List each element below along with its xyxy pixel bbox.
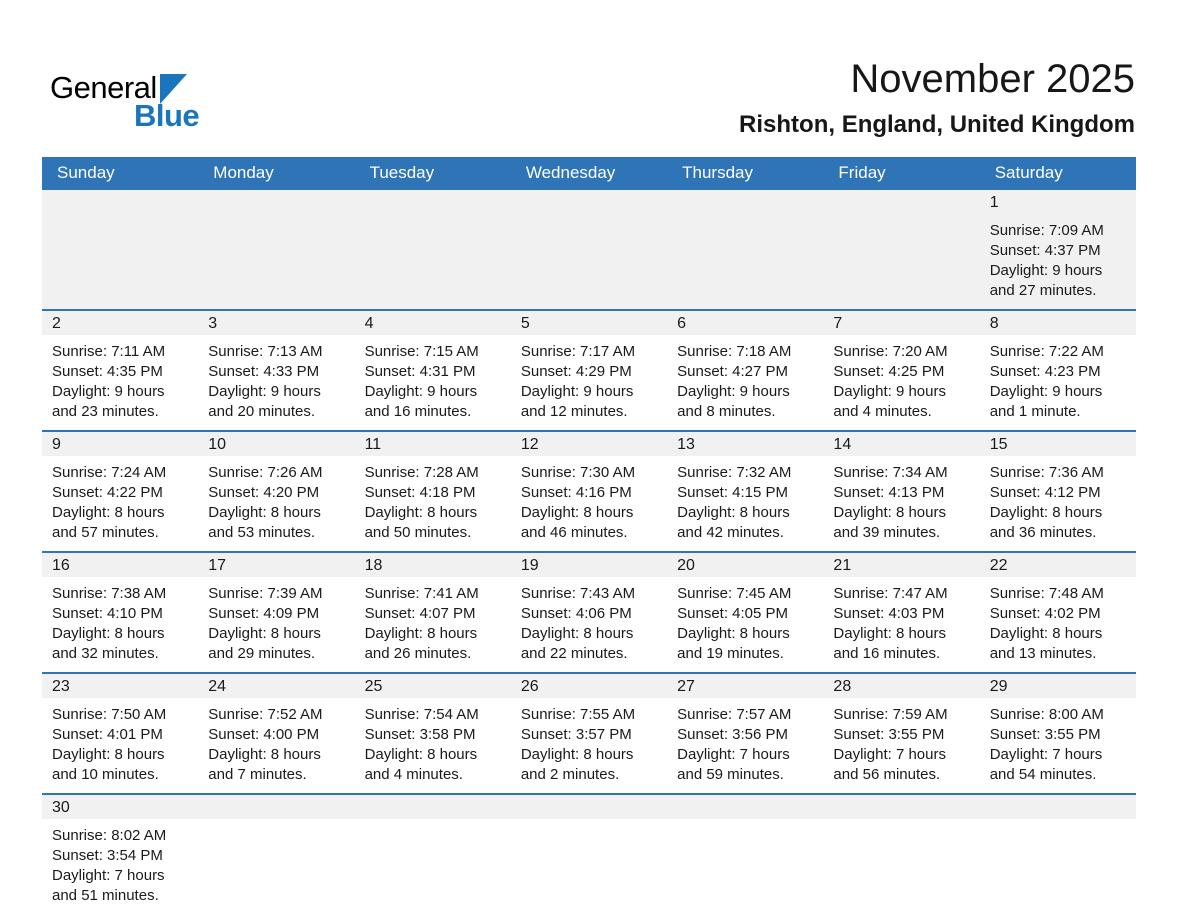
day-number-strip [667, 674, 823, 698]
day-detail-line: Daylight: 8 hours [833, 625, 946, 642]
day-detail-line: Sunset: 4:03 PM [833, 605, 945, 622]
day-detail-line: and 39 minutes. [833, 524, 941, 541]
day-detail-line: Sunset: 4:10 PM [52, 605, 163, 622]
day-number-strip [198, 432, 354, 456]
day-number: 2 [52, 315, 61, 332]
day-details [667, 456, 823, 551]
day-number: 23 [52, 678, 70, 695]
day-detail-line: Sunrise: 8:02 AM [52, 827, 167, 844]
day-detail-line: Sunset: 4:09 PM [208, 605, 320, 622]
day-details [667, 335, 823, 430]
day-details [511, 698, 667, 793]
day-number: 24 [208, 678, 227, 695]
day-number-strip [667, 190, 823, 214]
day-cell [980, 674, 1136, 793]
day-cell [511, 432, 667, 551]
day-details [355, 819, 511, 834]
day-detail-line: Sunrise: 7:18 AM [677, 343, 792, 360]
day-detail-line: Sunset: 4:22 PM [52, 484, 163, 501]
day-details [355, 214, 511, 229]
day-details [823, 214, 979, 229]
day-detail-line: and 46 minutes. [520, 524, 628, 541]
day-detail-line: Daylight: 8 hours [364, 625, 478, 642]
day-detail-line: Sunrise: 7:43 AM [520, 585, 636, 602]
day-number: 7 [833, 315, 843, 332]
day-number: 30 [52, 799, 70, 816]
week-row [42, 551, 1136, 672]
day-number-strip [42, 190, 198, 214]
day-cell [980, 553, 1136, 672]
day-details [198, 698, 354, 793]
day-details [823, 335, 979, 430]
day-number: 20 [677, 557, 695, 574]
day-detail-line: Sunset: 4:29 PM [520, 363, 632, 380]
day-cell [980, 190, 1136, 309]
day-number-strip [198, 795, 354, 819]
day-details [355, 335, 511, 430]
day-detail-line: and 19 minutes. [677, 645, 784, 662]
day-detail-line: Daylight: 7 hours [52, 867, 165, 884]
day-detail-line: and 10 minutes. [52, 766, 159, 783]
day-number-strip [980, 311, 1136, 335]
day-cell [355, 553, 511, 672]
day-cell [980, 311, 1136, 430]
day-detail-line: Daylight: 8 hours [520, 504, 634, 521]
day-number: 18 [364, 557, 383, 574]
day-number-strip [823, 311, 979, 335]
day-detail-line: Daylight: 8 hours [520, 746, 634, 763]
weekday-sunday: Sunday [57, 162, 115, 182]
empty-day-cell [198, 190, 354, 309]
day-number-strip [667, 432, 823, 456]
day-number-strip [355, 432, 511, 456]
day-detail-line: Sunrise: 7:45 AM [677, 585, 792, 602]
day-detail-line: Daylight: 8 hours [52, 504, 165, 521]
weekday-header-row [42, 157, 1136, 188]
day-number-strip [980, 190, 1136, 214]
weekday-saturday: Saturday [994, 162, 1063, 182]
day-cell [511, 311, 667, 430]
day-number-strip [511, 311, 667, 335]
week-row [42, 672, 1136, 793]
day-detail-line: and 59 minutes. [677, 766, 784, 783]
empty-day-cell [355, 190, 511, 309]
day-detail-line: Sunrise: 7:55 AM [520, 706, 636, 723]
day-number-strip [42, 795, 198, 819]
day-number: 1 [989, 194, 999, 211]
day-detail-line: Sunrise: 7:28 AM [364, 464, 479, 481]
day-detail-line: Sunrise: 7:41 AM [364, 585, 479, 602]
day-number-strip [42, 553, 198, 577]
day-number-strip [511, 553, 667, 577]
day-detail-line: Sunset: 3:54 PM [52, 847, 163, 864]
day-cell [355, 311, 511, 430]
day-number: 9 [52, 436, 61, 453]
day-cell [198, 553, 354, 672]
day-detail-line: Sunset: 4:23 PM [989, 363, 1101, 380]
day-number: 10 [208, 436, 227, 453]
day-detail-line: Sunrise: 7:13 AM [208, 343, 323, 360]
day-number-strip [823, 190, 979, 214]
weekday-thursday: Thursday [682, 162, 754, 182]
day-cell [980, 432, 1136, 551]
weekday-wednesday: Wednesday [525, 162, 616, 182]
day-detail-line: Sunrise: 7:38 AM [52, 585, 167, 602]
empty-day-cell [511, 190, 667, 309]
day-cell [823, 311, 979, 430]
day-details [355, 698, 511, 793]
day-detail-line: and 4 minutes. [364, 766, 463, 783]
day-detail-line: Sunset: 4:01 PM [52, 726, 163, 743]
day-detail-line: Daylight: 8 hours [52, 625, 165, 642]
day-number: 29 [989, 678, 1008, 695]
day-detail-line: Sunset: 4:31 PM [364, 363, 476, 380]
day-number: 4 [364, 315, 374, 332]
day-number-strip [511, 190, 667, 214]
day-detail-line: and 8 minutes. [677, 403, 776, 420]
day-details [980, 577, 1136, 672]
day-number-strip [42, 311, 198, 335]
day-detail-line: Sunset: 4:37 PM [989, 242, 1101, 259]
empty-day-cell [511, 795, 667, 914]
day-detail-line: Sunset: 4:27 PM [677, 363, 789, 380]
day-cell [823, 674, 979, 793]
day-number: 26 [520, 678, 539, 695]
day-number: 14 [833, 436, 852, 453]
day-number: 12 [520, 436, 539, 453]
week-row [42, 309, 1136, 430]
day-number-strip [198, 311, 354, 335]
empty-day-cell [667, 795, 823, 914]
day-detail-line: Sunset: 4:07 PM [364, 605, 476, 622]
day-detail-line: Sunset: 4:16 PM [520, 484, 632, 501]
day-cell [42, 432, 198, 551]
day-detail-line: Sunset: 4:05 PM [677, 605, 789, 622]
day-detail-line: Sunset: 4:13 PM [833, 484, 945, 501]
day-detail-line: Daylight: 8 hours [989, 504, 1103, 521]
empty-day-cell [355, 795, 511, 914]
day-detail-line: and 20 minutes. [208, 403, 316, 420]
day-details [667, 577, 823, 672]
day-detail-line: Sunset: 3:58 PM [364, 726, 476, 743]
day-number: 15 [989, 436, 1008, 453]
week-row [42, 793, 1136, 914]
day-detail-line: Sunset: 4:06 PM [520, 605, 632, 622]
day-number-strip [511, 432, 667, 456]
day-detail-line: Sunrise: 7:32 AM [677, 464, 792, 481]
empty-day-cell [980, 795, 1136, 914]
day-detail-line: Daylight: 8 hours [208, 625, 321, 642]
day-detail-line: Sunset: 4:00 PM [208, 726, 320, 743]
day-detail-line: Daylight: 9 hours [52, 383, 165, 400]
day-detail-line: Sunrise: 7:15 AM [364, 343, 479, 360]
day-cell [355, 674, 511, 793]
day-number-strip [667, 311, 823, 335]
day-number: 28 [833, 678, 852, 695]
day-number-strip [198, 553, 354, 577]
day-number: 11 [364, 436, 382, 453]
day-number-strip [198, 674, 354, 698]
day-number-strip [355, 795, 511, 819]
day-detail-line: Daylight: 8 hours [52, 746, 165, 763]
day-details [198, 819, 354, 834]
day-detail-line: and 13 minutes. [989, 645, 1097, 662]
day-details [823, 577, 979, 672]
day-details [980, 214, 1136, 309]
day-detail-line: and 54 minutes. [989, 766, 1097, 783]
day-details [511, 456, 667, 551]
day-detail-line: and 26 minutes. [364, 645, 472, 662]
day-cell [511, 674, 667, 793]
day-detail-line: and 53 minutes. [208, 524, 316, 541]
day-cell [198, 311, 354, 430]
day-number: 27 [677, 678, 695, 695]
logo-text-general: General [50, 70, 157, 105]
day-cell [667, 553, 823, 672]
day-detail-line: Daylight: 9 hours [208, 383, 321, 400]
day-detail-line: Sunset: 4:18 PM [364, 484, 476, 501]
empty-day-cell [667, 190, 823, 309]
day-number-strip [823, 432, 979, 456]
day-detail-line: and 2 minutes. [520, 766, 620, 783]
day-detail-line: Sunrise: 7:17 AM [520, 343, 636, 360]
day-number: 8 [989, 315, 999, 332]
day-detail-line: and 57 minutes. [52, 524, 159, 541]
day-detail-line: Sunrise: 7:09 AM [989, 222, 1104, 239]
day-detail-line: Sunset: 4:25 PM [833, 363, 945, 380]
day-detail-line: and 27 minutes. [989, 282, 1097, 299]
day-details [980, 456, 1136, 551]
day-detail-line: Sunset: 3:56 PM [677, 726, 789, 743]
day-detail-line: and 1 minute. [989, 403, 1081, 420]
day-details [980, 335, 1136, 430]
day-cell [42, 674, 198, 793]
day-detail-line: Sunset: 4:33 PM [208, 363, 320, 380]
day-number: 16 [52, 557, 70, 574]
day-detail-line: Daylight: 8 hours [677, 504, 790, 521]
day-detail-line: and 32 minutes. [52, 645, 159, 662]
day-detail-line: Daylight: 9 hours [989, 383, 1103, 400]
day-detail-line: Sunrise: 7:20 AM [833, 343, 948, 360]
empty-day-cell [823, 190, 979, 309]
day-detail-line: Sunset: 4:35 PM [52, 363, 163, 380]
day-number-strip [355, 311, 511, 335]
day-cell [667, 674, 823, 793]
day-number: 5 [520, 315, 530, 332]
day-detail-line: and 7 minutes. [208, 766, 307, 783]
day-cell [198, 432, 354, 551]
day-details [667, 698, 823, 793]
day-details [198, 214, 354, 229]
day-detail-line: Daylight: 8 hours [208, 504, 321, 521]
day-number-strip [42, 432, 198, 456]
day-detail-line: Daylight: 8 hours [364, 504, 478, 521]
day-number-strip [980, 432, 1136, 456]
day-detail-line: Daylight: 8 hours [208, 746, 321, 763]
day-cell [198, 674, 354, 793]
day-number: 22 [989, 557, 1008, 574]
day-detail-line: Sunrise: 8:00 AM [989, 706, 1104, 723]
day-detail-line: Sunset: 4:12 PM [989, 484, 1101, 501]
day-detail-line: Daylight: 9 hours [364, 383, 478, 400]
day-number-strip [667, 795, 823, 819]
day-cell [511, 553, 667, 672]
day-number-strip [198, 190, 354, 214]
day-number: 25 [364, 678, 383, 695]
day-cell [42, 795, 198, 914]
day-number-strip [980, 674, 1136, 698]
empty-day-cell [198, 795, 354, 914]
day-cell [823, 432, 979, 551]
day-details [667, 214, 823, 229]
day-number-strip [355, 553, 511, 577]
day-number-strip [823, 674, 979, 698]
day-details [667, 819, 823, 834]
day-details [980, 819, 1136, 834]
day-detail-line: Daylight: 7 hours [989, 746, 1103, 763]
day-detail-line: and 50 minutes. [364, 524, 472, 541]
day-details [198, 456, 354, 551]
day-detail-line: Daylight: 8 hours [520, 625, 634, 642]
day-detail-line: and 29 minutes. [208, 645, 316, 662]
day-details [42, 335, 198, 430]
day-cell [42, 311, 198, 430]
day-detail-line: Sunrise: 7:11 AM [52, 343, 166, 360]
day-number-strip [42, 674, 198, 698]
day-number-strip [823, 553, 979, 577]
day-number: 17 [208, 557, 227, 574]
day-detail-line: Sunrise: 7:30 AM [520, 464, 636, 481]
day-details [823, 698, 979, 793]
week-row [42, 188, 1136, 309]
day-detail-line: Daylight: 9 hours [833, 383, 946, 400]
calendar-weeks [42, 188, 1136, 914]
day-details [198, 335, 354, 430]
day-details [42, 214, 198, 229]
empty-day-cell [42, 190, 198, 309]
day-number-strip [667, 553, 823, 577]
day-details [511, 335, 667, 430]
day-detail-line: Sunset: 3:55 PM [989, 726, 1101, 743]
day-cell [823, 553, 979, 672]
day-number-strip [823, 795, 979, 819]
day-detail-line: Sunrise: 7:57 AM [677, 706, 792, 723]
day-details [980, 698, 1136, 793]
day-detail-line: Sunrise: 7:36 AM [989, 464, 1104, 481]
day-number: 3 [208, 315, 218, 332]
weekday-tuesday: Tuesday [369, 162, 435, 182]
day-detail-line: Daylight: 8 hours [989, 625, 1103, 642]
day-detail-line: Sunrise: 7:52 AM [208, 706, 323, 723]
day-detail-line: and 51 minutes. [52, 887, 159, 904]
day-number-strip [980, 553, 1136, 577]
day-detail-line: Sunrise: 7:47 AM [833, 585, 948, 602]
day-detail-line: Sunrise: 7:39 AM [208, 585, 323, 602]
day-number-strip [511, 795, 667, 819]
page-title: November 2025 [850, 57, 1135, 101]
day-number: 21 [833, 557, 852, 574]
day-details [198, 577, 354, 672]
day-detail-line: Sunrise: 7:48 AM [989, 585, 1104, 602]
day-detail-line: Sunrise: 7:26 AM [208, 464, 323, 481]
day-number: 19 [520, 557, 539, 574]
page-subtitle: Rishton, England, United Kingdom [739, 111, 1135, 138]
day-detail-line: and 56 minutes. [833, 766, 941, 783]
day-detail-line: Sunrise: 7:24 AM [52, 464, 167, 481]
logo-text-blue: Blue [134, 98, 200, 133]
day-detail-line: Sunset: 3:55 PM [833, 726, 945, 743]
day-detail-line: Sunrise: 7:22 AM [989, 343, 1104, 360]
day-details [511, 819, 667, 834]
day-detail-line: Daylight: 8 hours [364, 746, 478, 763]
day-number-strip [511, 674, 667, 698]
day-detail-line: and 16 minutes. [833, 645, 941, 662]
day-detail-line: Daylight: 9 hours [520, 383, 634, 400]
day-cell [667, 432, 823, 551]
day-cell [667, 311, 823, 430]
general-blue-logo [50, 72, 199, 131]
day-details [511, 577, 667, 672]
day-detail-line: and 16 minutes. [364, 403, 472, 420]
day-number: 13 [677, 436, 695, 453]
day-details [42, 698, 198, 793]
day-details [42, 819, 198, 914]
day-detail-line: and 22 minutes. [520, 645, 628, 662]
day-details [511, 214, 667, 229]
weekday-monday: Monday [213, 162, 274, 182]
day-details [823, 819, 979, 834]
day-detail-line: Sunset: 4:02 PM [989, 605, 1101, 622]
weekday-friday: Friday [838, 162, 886, 182]
day-detail-line: Daylight: 9 hours [989, 262, 1103, 279]
empty-day-cell [823, 795, 979, 914]
day-number-strip [355, 674, 511, 698]
day-detail-line: Sunset: 4:15 PM [677, 484, 789, 501]
day-detail-line: and 12 minutes. [520, 403, 628, 420]
day-detail-line: Sunrise: 7:50 AM [52, 706, 167, 723]
day-cell [355, 432, 511, 551]
day-detail-line: Sunset: 4:20 PM [208, 484, 320, 501]
calendar-table [42, 157, 1136, 914]
day-details [823, 456, 979, 551]
week-row [42, 430, 1136, 551]
day-detail-line: Daylight: 8 hours [833, 504, 946, 521]
day-detail-line: Sunset: 3:57 PM [520, 726, 632, 743]
day-detail-line: and 42 minutes. [677, 524, 784, 541]
day-detail-line: and 36 minutes. [989, 524, 1097, 541]
day-details [42, 456, 198, 551]
day-details [355, 456, 511, 551]
day-cell [42, 553, 198, 672]
day-details [355, 577, 511, 672]
day-detail-line: Sunrise: 7:34 AM [833, 464, 948, 481]
title-block [739, 56, 1135, 139]
day-detail-line: Daylight: 9 hours [677, 383, 790, 400]
day-number-strip [980, 795, 1136, 819]
day-detail-line: Daylight: 8 hours [677, 625, 790, 642]
day-detail-line: Sunrise: 7:59 AM [833, 706, 948, 723]
day-detail-line: and 4 minutes. [833, 403, 932, 420]
day-detail-line: Sunrise: 7:54 AM [364, 706, 479, 723]
day-detail-line: Daylight: 7 hours [677, 746, 790, 763]
day-number-strip [355, 190, 511, 214]
day-detail-line: and 23 minutes. [52, 403, 159, 420]
day-detail-line: Daylight: 7 hours [833, 746, 946, 763]
day-details [42, 577, 198, 672]
day-number: 6 [677, 315, 687, 332]
